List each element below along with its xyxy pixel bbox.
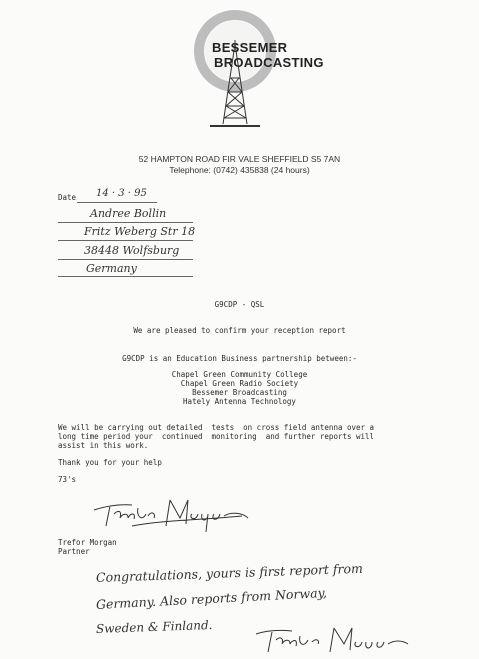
date-label: Date xyxy=(58,193,77,202)
date-rule xyxy=(77,202,157,203)
recipient-rule-3 xyxy=(58,259,193,260)
recipient-rule-1 xyxy=(58,222,193,223)
handwritten-note-line-2: Germany. Also reports from Norway, xyxy=(95,584,328,612)
body-paragraph-line-2: long time period your continued monitoring and further reports will xyxy=(58,432,375,441)
signatory-name: Trefor Morgan xyxy=(58,538,117,547)
recipient-rule-2 xyxy=(58,240,193,241)
recipient-line-1: Andree Bollin xyxy=(90,207,167,220)
signatory-title: Partner xyxy=(58,547,90,556)
partner-2: Chapel Green Radio Society xyxy=(180,379,299,388)
signature-image xyxy=(92,488,252,536)
letterhead-address: 52 HAMPTON ROAD FIR VALE SHEFFIELD S5 7AN xyxy=(138,154,341,164)
sign-off: 73's xyxy=(58,475,77,484)
partner-1: Chapel Green Community College xyxy=(171,370,308,379)
brand-line-2: BROADCASTING xyxy=(214,55,324,70)
brand-line-1: BESSEMER xyxy=(212,40,288,55)
confirmation-line: We are pleased to confirm your reception report xyxy=(133,326,346,335)
recipient-line-3: 38448 Wolfsburg xyxy=(84,244,180,257)
partner-3: Bessemer Broadcasting xyxy=(192,388,287,397)
recipient-line-2: Fritz Weberg Str 18 xyxy=(84,225,196,238)
body-paragraph-line-1: We will be carrying out detailed tests on cross field antenna over a xyxy=(58,423,375,432)
handwritten-note-line-1: Congratulations, yours is first report from xyxy=(95,560,364,585)
note-signature-image xyxy=(252,622,412,656)
letterhead-telephone: Telephone: (0742) 435838 (24 hours) xyxy=(169,165,310,175)
body-paragraph-line-3: assist in this work. xyxy=(58,441,149,450)
handwritten-note-line-3: Sweden & Finland. xyxy=(95,617,213,636)
recipient-rule-4 xyxy=(58,276,193,277)
bessemer-logo xyxy=(190,6,340,156)
date-value: 14 · 3 · 95 xyxy=(96,188,147,199)
thanks-line: Thank you for your help xyxy=(58,458,162,467)
recipient-line-4: Germany xyxy=(86,262,137,275)
qsl-heading: G9CDP - QSL xyxy=(214,300,265,309)
partner-4: Hately Antenna Technology xyxy=(183,397,296,406)
partnership-line: G9CDP is an Education Business partnership between:- xyxy=(122,354,357,363)
